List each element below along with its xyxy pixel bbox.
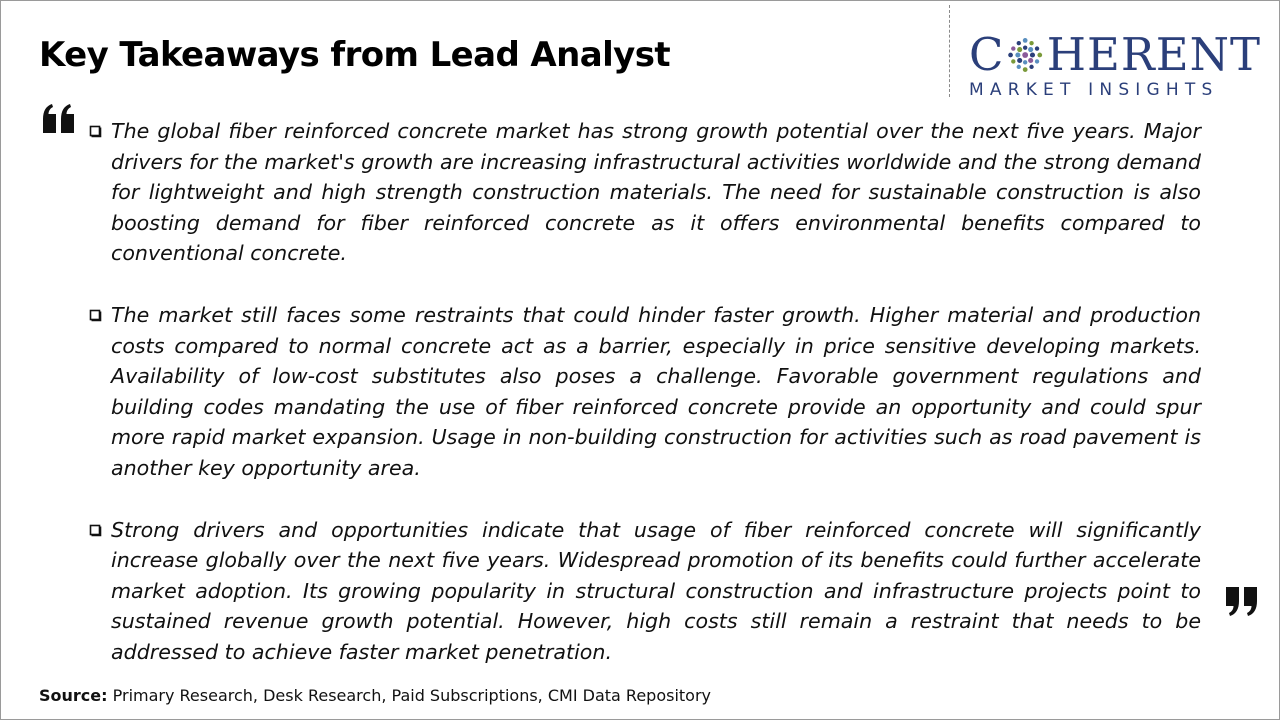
logo-wordmark (969, 28, 1261, 81)
logo-letter-c: C (969, 28, 1005, 81)
logo-dot-globe-icon (1006, 34, 1044, 76)
checkbox-square-icon (88, 523, 102, 537)
logo-letters-rest: HERENT (1046, 28, 1261, 81)
quote-open-icon (41, 101, 77, 137)
list-item-text: The global fiber reinforced concrete market has strong growth potential over the next five years. Major drivers for the market's growth are increasing infrastructural activities worldwide and the strong demand for lightweight and high strength construction materials. The need for sustainable construction is also boosting demand for fiber reinforced concrete as it offers environmental benefits compared to conventional concrete. (111, 119, 1201, 266)
source-footer (39, 686, 711, 705)
list-item (87, 300, 1201, 484)
page-title: Key Takeaways from Lead Analyst (39, 35, 671, 75)
source-label: Source: (39, 686, 108, 705)
logo-subtitle: MARKET INSIGHTS (969, 80, 1219, 100)
quote-close-icon (1223, 583, 1259, 619)
list-item-text: The market still faces some restraints that could hinder faster growth. Higher material and production costs compared to normal concrete act as a barrier, especially in price sensitive developing markets. Availability of low-cost substitutes also poses a challenge. Favorable government regulations and building codes mandating the use of fiber reinforced concrete provide an opportunity and could spur more rapid market expansion. Usage in non-building construction for activities such as road pavement is another key opportunity area. (111, 302, 1201, 480)
checkbox-square-icon (88, 124, 102, 138)
company-logo (969, 28, 1261, 101)
header-divider (949, 5, 950, 97)
list-item (87, 515, 1201, 668)
takeaways-list (87, 116, 1201, 699)
source-text: Primary Research, Desk Research, Paid Subscriptions, CMI Data Repository (107, 686, 711, 705)
list-item (87, 116, 1201, 269)
list-item-text: Strong drivers and opportunities indicate that usage of fiber reinforced concrete will significantly increase globally over the next five years. Widespread promotion of its benefits could further accelerate market adoption. Its growing popularity in structural construction and infrastructure projects point to sustained revenue growth potential. However, high costs still remain a restraint that needs to be addressed to achieve faster market penetration. (111, 517, 1201, 664)
checkbox-square-icon (88, 308, 102, 322)
